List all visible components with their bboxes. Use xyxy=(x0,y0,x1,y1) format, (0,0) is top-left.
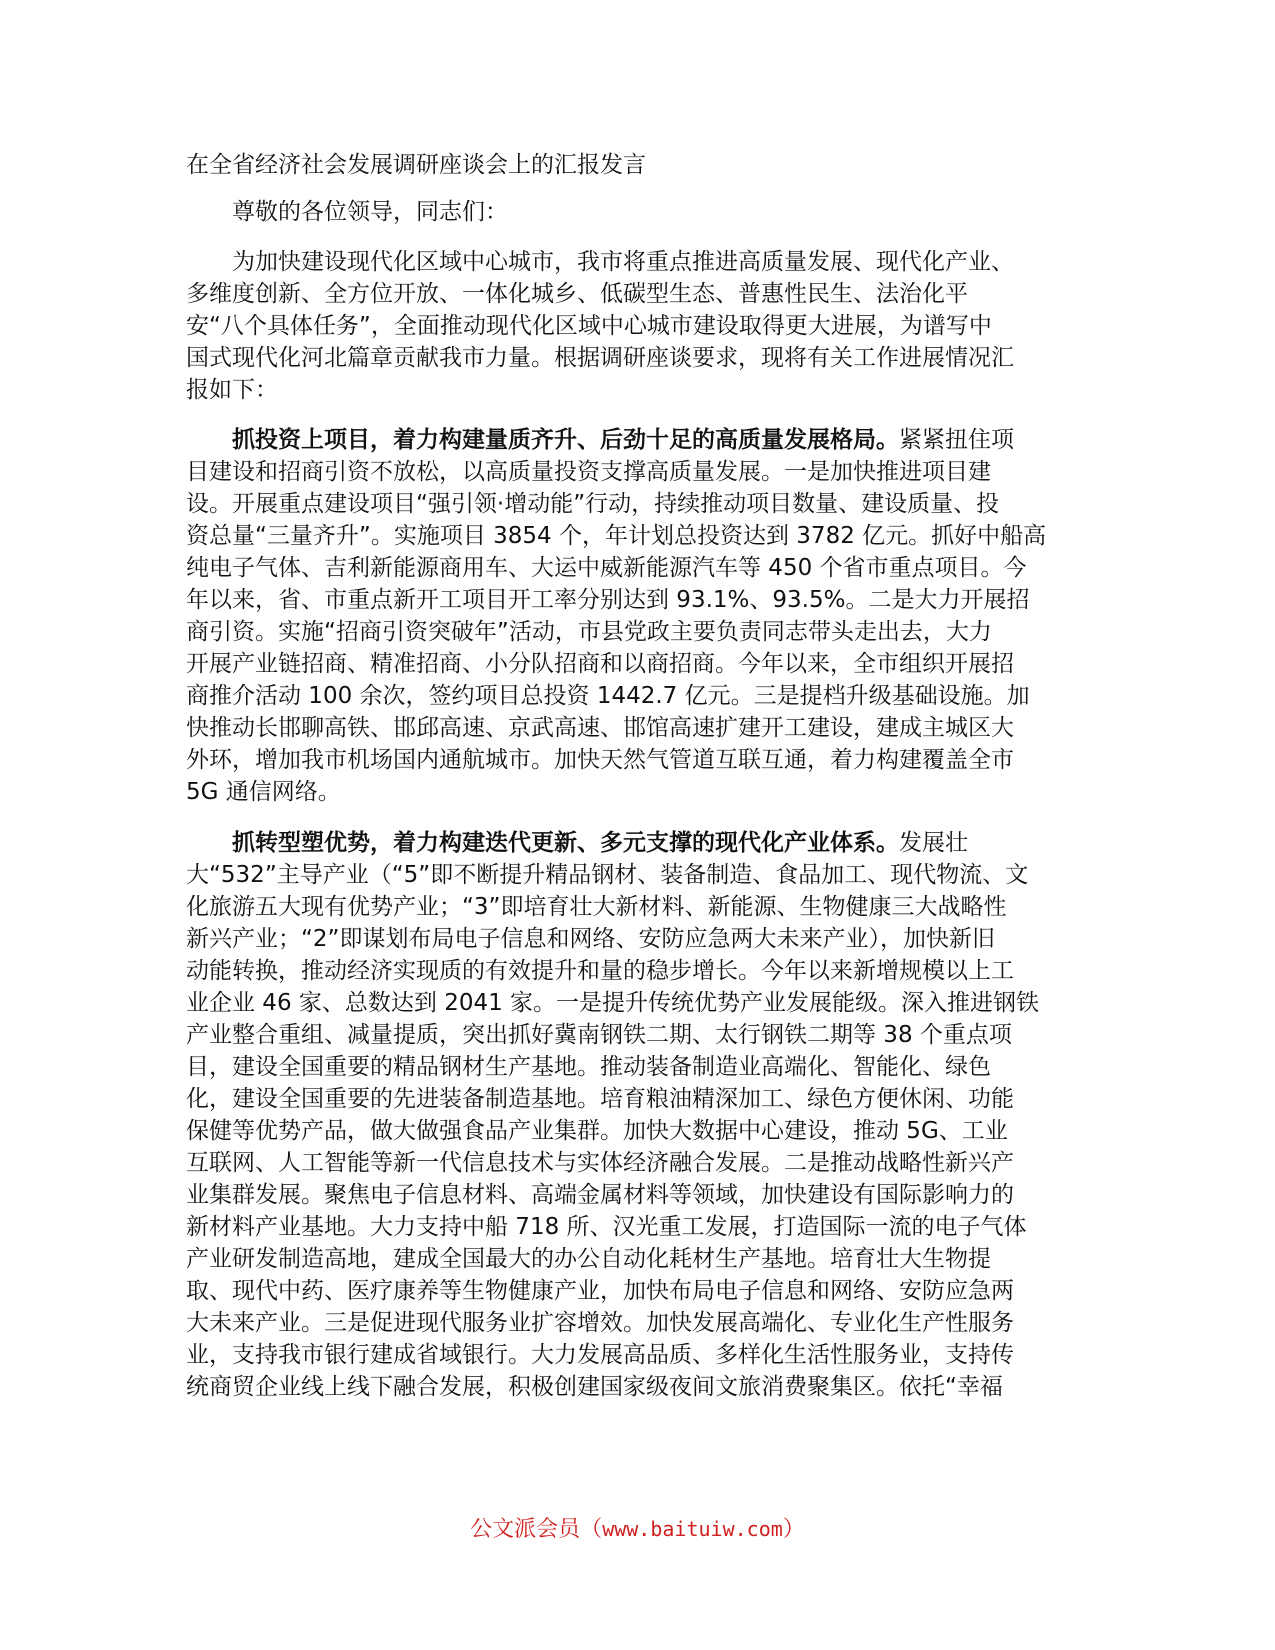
salutation: 尊敬的各位领导，同志们： xyxy=(232,199,508,225)
footer-url[interactable]: www.baituiw.com xyxy=(602,1517,783,1541)
intro-line: 多维度创新、全方位开放、一体化城乡、低碳型生态、普惠性民生、法治化平 xyxy=(186,281,968,307)
section2-line: 产业整合重组、减量提质，突出抓好冀南钢铁二期、太行钢铁二期等 38 个重点项 xyxy=(186,1022,1012,1048)
section2-line: 业企业 46 家、总数达到 2041 家。一是提升传统优势产业发展能级。深入推进钢铁 xyxy=(186,990,1040,1016)
section2-first-line xyxy=(232,826,1132,860)
section2-first-line-rest: 发展壮 xyxy=(899,830,968,856)
section1-heading: 抓投资上项目，着力构建量质齐升、后劲十足的高质量发展格局。 xyxy=(232,427,899,453)
section1-line: 设。开展重点建设项目“强引领·增动能”行动，持续推动项目数量、建设质量、投 xyxy=(186,491,1000,517)
section2-line: 目，建设全国重要的精品钢材生产基地。推动装备制造业高端化、智能化、绿色 xyxy=(186,1054,991,1080)
footer-close: ） xyxy=(782,1517,805,1542)
section1-line: 目建设和招商引资不放松，以高质量投资支撑高质量发展。一是加快推进项目建 xyxy=(186,459,991,485)
section1-line: 商推介活动 100 余次，签约项目总投资 1442.7 亿元。三是提档升级基础设施。加 xyxy=(186,683,1030,709)
footer-label: 公文派会员（ xyxy=(470,1517,603,1542)
section2-line: 化，建设全国重要的先进装备制造基地。培育粮油精深加工、绿色方便休闲、功能 xyxy=(186,1086,1014,1112)
section1-line: 快推动长邯聊高铁、邯邱高速、京武高速、邯馆高速扩建开工建设，建成主城区大 xyxy=(186,715,1014,741)
section1-line: 5G 通信网络。 xyxy=(186,779,341,805)
section1-first-line xyxy=(232,423,1132,457)
section2-line: 业，支持我市银行建成省域银行。大力发展高品质、多样化生活性服务业，支持传 xyxy=(186,1342,1014,1368)
section2-heading: 抓转型塑优势，着力构建迭代更新、多元支撑的现代化产业体系。 xyxy=(232,830,899,856)
intro-line: 国式现代化河北篇章贡献我市力量。根据调研座谈要求，现将有关工作进展情况汇 xyxy=(186,345,1014,371)
section2-line: 业集群发展。聚焦电子信息材料、高端金属材料等领域，加快建设有国际影响力的 xyxy=(186,1182,1014,1208)
section1-line: 商引资。实施“招商引资突破年”活动，市县党政主要负责同志带头走出去，大力 xyxy=(186,619,992,645)
section1-line: 外环，增加我市机场国内通航城市。加快天然气管道互联互通，着力构建覆盖全市 xyxy=(186,747,1014,773)
section2-line: 产业研发制造高地，建成全国最大的办公自动化耗材生产基地。培育壮大生物提 xyxy=(186,1246,991,1272)
section2-line: 取、现代中药、医疗康养等生物健康产业，加快布局电子信息和网络、安防应急两 xyxy=(186,1278,1014,1304)
section2-line: 新材料产业基地。大力支持中船 718 所、汉光重工发展，打造国际一流的电子气体 xyxy=(186,1214,1027,1240)
section1-line: 开展产业链招商、精准招商、小分队招商和以商招商。今年以来，全市组织开展招 xyxy=(186,651,1014,677)
section2-line: 动能转换，推动经济实现质的有效提升和量的稳步增长。今年以来新增规模以上工 xyxy=(186,958,1014,984)
section2-line: 保健等优势产品，做大做强食品产业集群。加快大数据中心建设，推动 5G、工业 xyxy=(186,1118,1008,1144)
footer-watermark xyxy=(0,1514,1275,1545)
intro-line: 安“八个具体任务”，全面推动现代化区域中心城市建设取得更大进展，为谱写中 xyxy=(186,313,992,339)
document-title: 在全省经济社会发展调研座谈会上的汇报发言 xyxy=(186,152,646,178)
section1-first-line-rest: 紧紧扭住项 xyxy=(899,427,1014,453)
intro-line: 报如下： xyxy=(186,377,278,403)
section1-line: 资总量“三量齐升”。实施项目 3854 个，年计划总投资达到 3782 亿元。抓好中船高 xyxy=(186,523,1047,549)
section2-line: 新兴产业；“2”即谋划布局电子信息和网络、安防应急两大未来产业），加快新旧 xyxy=(186,926,995,952)
section2-line: 大“532”主导产业（“5”即不断提升精品钢材、装备制造、食品加工、现代物流、文 xyxy=(186,862,1029,888)
section2-line: 化旅游五大现有优势产业；“3”即培育壮大新材料、新能源、生物健康三大战略性 xyxy=(186,894,1007,920)
section1-line: 年以来，省、市重点新开工项目开工率分别达到 93.1%、93.5%。二是大力开展招 xyxy=(186,587,1030,613)
intro-line: 为加快建设现代化区域中心城市，我市将重点推进高质量发展、现代化产业、 xyxy=(232,249,1014,275)
section2-line: 统商贸企业线上线下融合发展，积极创建国家级夜间文旅消费聚集区。依托“幸福 xyxy=(186,1374,1003,1400)
section1-line: 纯电子气体、吉利新能源商用车、大运中威新能源汽车等 450 个省市重点项目。今 xyxy=(186,555,1027,581)
section2-line: 大未来产业。三是促进现代服务业扩容增效。加快发展高端化、专业化生产性服务 xyxy=(186,1310,1014,1336)
section2-line: 互联网、人工智能等新一代信息技术与实体经济融合发展。二是推动战略性新兴产 xyxy=(186,1150,1014,1176)
